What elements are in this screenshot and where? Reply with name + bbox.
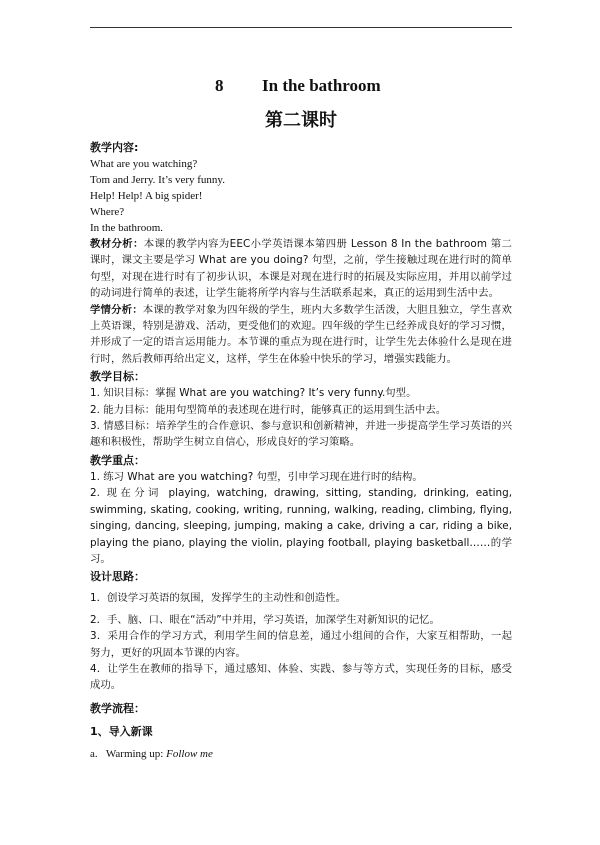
objective-item: 3. 情感目标：培养学生的合作意识、参与意识和创新精神，并进一步提高学生学习英语的兴趣和积极性，帮助学生树立自信心，形成良好的学习策略。 <box>90 420 512 449</box>
content-line: Tom and Jerry. It’s very funny. <box>90 174 225 186</box>
student-analysis-label: 学情分析： <box>90 303 143 316</box>
process-step-1a <box>90 746 512 762</box>
process-step-1a-text: Warming up: <box>105 747 164 760</box>
design-item: 4．让学生在教师的指导下，通过感知、体验、实践、参与等方式，实现任务的目标，感受成功。 <box>90 662 512 692</box>
materials-analysis-text: 本课的教学内容为EEC小学英语课本第四册 Lesson 8 In the bathroom 第二课时，课文主要是学习 What are you doing? 句型，之前，学生接触过现在进行时的简单句型，对现在进行时有了初步认识，本课是对现在进行时的拓展及实际应用，并用以前学过的动词进行简单的表述，让学生能将所学内容与生活联系起来，真正的运用到生活中去。 <box>90 238 513 300</box>
lesson-title-text: In the bathroom <box>262 76 381 95</box>
content-line: Where? <box>90 206 125 218</box>
content-line: Help! Help! A big spider! <box>90 190 203 202</box>
materials-analysis <box>90 236 512 302</box>
materials-analysis-label: 教材分析： <box>90 238 144 250</box>
document-page <box>90 74 512 762</box>
lesson-subtitle: 第二课时 <box>265 110 337 131</box>
design-item: 3．采用合作的学习方式，利用学生间的信息差，通过小组间的合作，大家互相帮助，一起努力，更好的巩固本节课的内容。 <box>90 630 512 659</box>
process-step-1a-italic: Follow me <box>166 747 213 760</box>
objective-item: 2. 能力目标：能用句型简单的表述现在进行时，能够真正的运用到生活中去。 <box>90 403 447 416</box>
design-item: 2．手、脑、口、眼在“活动”中并用，学习英语，加深学生对新知识的记忆。 <box>90 613 440 626</box>
header-rule <box>90 27 512 28</box>
student-analysis <box>90 302 512 368</box>
lesson-number: 8 <box>215 76 224 95</box>
student-analysis-text: 本课的教学对象为四年级的学生，班内大多数学生活泼，大胆且独立，学生喜欢上英语课，特别是游戏、活动，更受他们的欢迎。四年级的学生已经养成良好的学习习惯，并形成了一定的语言运用能力。本节课的重点为现在进行时，让学生先去体验什么是现在进行时，然后教师再给出定义，这样，学生在体验中快乐的学习，增强实践能力。 <box>90 303 513 365</box>
content-heading: 教学内容: <box>90 141 139 154</box>
objective-item: 1. 知识目标：掌握 What are you watching? It’s very funny.句型。 <box>90 387 417 400</box>
design-heading: 设计思路： <box>90 570 145 584</box>
key-point-item: 1. 练习 What are you watching? 句型，引申学习现在进行时的结构。 <box>90 470 423 483</box>
objectives-heading: 教学目标： <box>90 370 145 384</box>
process-step-1: 1、导入新课 <box>90 724 153 738</box>
content-line: In the bathroom. <box>90 222 164 234</box>
key-points-heading: 教学重点： <box>90 453 145 467</box>
content-line: What are you watching? <box>90 158 198 170</box>
lesson-title <box>90 74 512 104</box>
process-heading: 教学流程： <box>90 701 145 715</box>
design-item: 1．创设学习英语的氛围，发挥学生的主动性和创造性。 <box>90 592 346 605</box>
process-step-1a-prefix: a. <box>90 747 98 760</box>
key-point-item: 2. 现在分词 playing, watching, drawing, sitting, standing, drinking, eating, swimming, skating, cooking, writing, running, walking, reading, climbing, flying, singing, dancing, sleeping, jumping, making a cake, driving a car, riding a bike, playing the piano, playing the violin, playing football, playing basketball……的学习。 <box>90 487 512 565</box>
